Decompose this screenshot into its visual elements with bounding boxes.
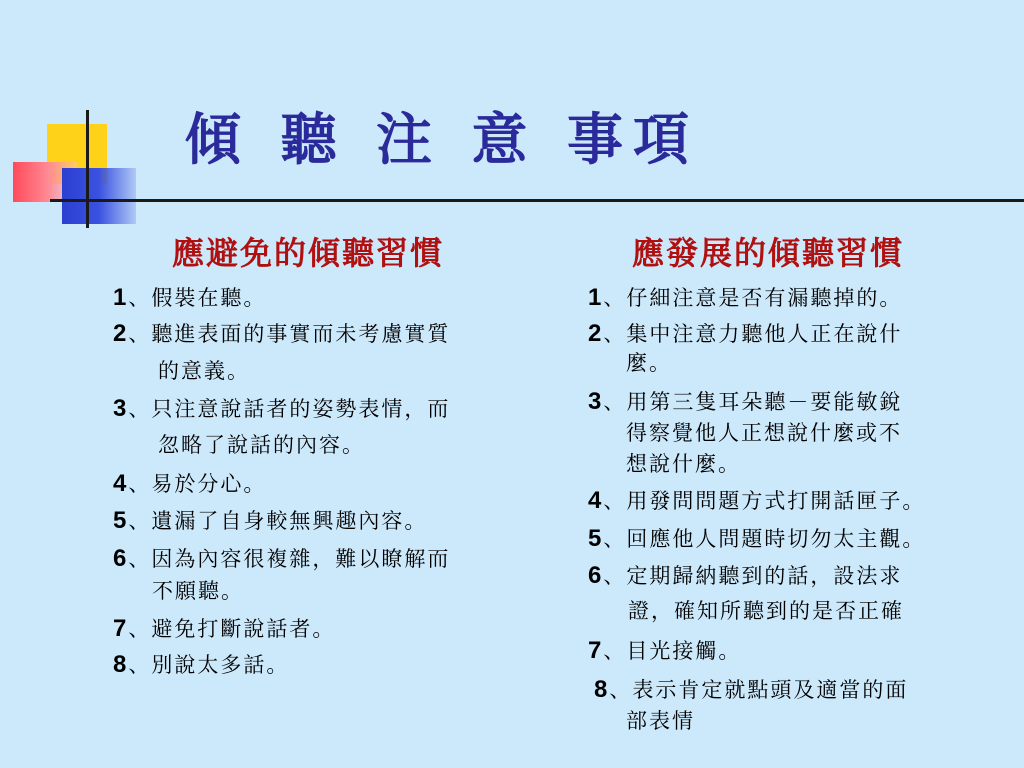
left-item-8: [113, 653, 289, 677]
item-text: 、因為內容很複雜，難以瞭解而: [128, 547, 451, 571]
right-item-6-cont: 證，確知所聽到的是否正確: [628, 599, 904, 623]
right-item-3-cont-2: 想說什麼。: [626, 452, 741, 476]
item-number: 1: [113, 284, 129, 311]
right-item-2: [588, 322, 902, 346]
item-number: 6: [588, 562, 604, 589]
left-item-5: [113, 509, 427, 533]
item-number: 7: [113, 615, 129, 642]
item-number: 3: [113, 395, 129, 422]
right-item-4: [588, 489, 925, 513]
item-text: 、集中注意力聽他人正在說什: [603, 322, 903, 346]
item-text: 、聽進表面的事實而未考慮實質: [128, 322, 451, 346]
left-item-2: [113, 322, 450, 346]
right-item-3: [588, 390, 902, 414]
left-item-3: [113, 397, 450, 421]
item-text: 、用發問問題方式打開話匣子。: [603, 489, 926, 513]
item-text: 、定期歸納聽到的話，設法求: [603, 564, 903, 588]
right-item-5: [588, 527, 925, 551]
decor-blue-square: [62, 168, 136, 224]
right-item-3-cont-1: 得察覺他人正想說什麼或不: [626, 421, 902, 445]
item-text: 、假裝在聽。: [128, 286, 267, 310]
decor-vertical-line: [86, 110, 89, 228]
item-text: 、目光接觸。: [603, 639, 742, 663]
item-number: 3: [588, 388, 604, 415]
right-item-8: [594, 678, 908, 702]
item-number: 8: [594, 676, 610, 703]
item-text: 、只注意說話者的姿勢表情，而: [128, 397, 451, 421]
right-item-8-cont: 部表情: [626, 709, 695, 733]
item-text: 、易於分心。: [128, 472, 267, 496]
left-column-heading: 應避免的傾聽習慣: [172, 234, 445, 272]
item-text: 、回應他人問題時切勿太主觀。: [603, 527, 926, 551]
item-number: 8: [113, 651, 129, 678]
right-column-heading: 應發展的傾聽習慣: [632, 234, 905, 272]
item-text: 、仔細注意是否有漏聽掉的。: [603, 286, 903, 310]
left-item-4: [113, 472, 266, 496]
left-item-7: [113, 617, 335, 641]
right-item-7: [588, 639, 741, 663]
left-item-3-cont: 忽略了說話的內容。: [158, 433, 365, 457]
item-text: 、避免打斷說話者。: [128, 617, 336, 641]
item-number: 4: [113, 470, 129, 497]
right-item-1: [588, 286, 902, 310]
item-number: 6: [113, 545, 129, 572]
title-underline: [50, 199, 1024, 202]
item-text: 、表示肯定就點頭及適當的面: [609, 678, 909, 702]
right-item-6: [588, 564, 902, 588]
item-number: 2: [588, 320, 604, 347]
left-item-2-cont: 的意義。: [158, 359, 250, 383]
left-item-6-cont: 不願聽。: [152, 579, 244, 603]
item-text: 、別說太多話。: [128, 653, 290, 677]
item-text: 、用第三隻耳朵聽－要能敏銳: [603, 390, 903, 414]
item-text: 、遺漏了自身較無興趣內容。: [128, 509, 428, 533]
left-item-1: [113, 286, 266, 310]
item-number: 2: [113, 320, 129, 347]
item-number: 5: [113, 507, 129, 534]
left-item-6: [113, 547, 450, 571]
item-number: 7: [588, 637, 604, 664]
item-number: 4: [588, 487, 604, 514]
item-number: 1: [588, 284, 604, 311]
right-item-2-cont: 麼。: [626, 351, 672, 375]
slide-title: 傾 聽 注 意 事項: [185, 107, 699, 173]
item-number: 5: [588, 525, 604, 552]
